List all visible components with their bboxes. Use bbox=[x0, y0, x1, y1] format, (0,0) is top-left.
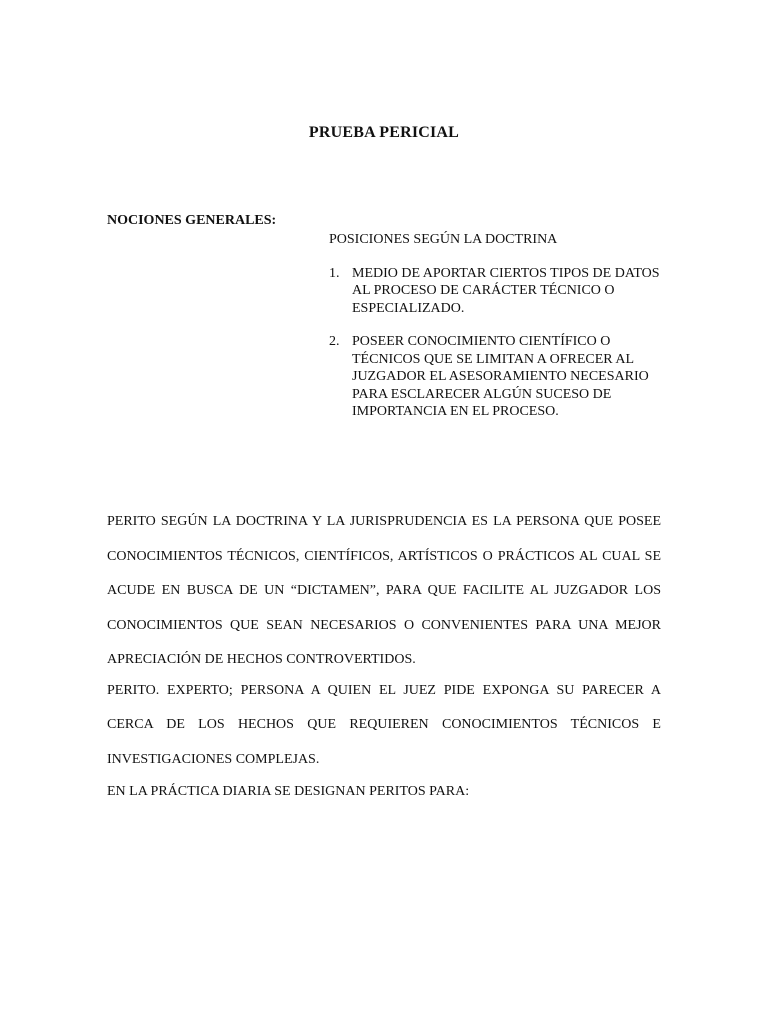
list-item-text: MEDIO DE APORTAR CIERTOS TIPOS DE DATOS AL PROCESO DE CARÁCTER TÉCNICO O ESPECIALIZADO. bbox=[352, 265, 660, 316]
paragraph-perito-definition: PERITO SEGÚN LA DOCTRINA Y LA JURISPRUDENCIA ES LA PERSONA QUE POSEE CONOCIMIENTOS TÉCNICOS, CIENTÍFICOS, ARTÍSTICOS O PRÁCTICOS AL CUAL SE ACUDE EN BUSCA DE UN “DICTAMEN”, PARA QUE FACILITE AL JUZGADOR LOS CONOCIMIENTOS QUE SEAN NECESARIOS O CONVENIENTES PARA UNA MEJOR APRECIACIÓN DE HECHOS CONTROVERTIDOS. bbox=[107, 514, 661, 667]
list-item-number: 2. bbox=[329, 334, 340, 349]
section-label: NOCIONES GENERALES: bbox=[107, 213, 277, 228]
document-title: PRUEBA PERICIAL bbox=[308, 124, 460, 141]
positions-heading: POSICIONES SEGÚN LA DOCTRINA bbox=[329, 232, 558, 247]
positions-list bbox=[329, 265, 669, 421]
positions-block bbox=[329, 231, 669, 437]
paragraph-perito-experto: PERITO. EXPERTO; PERSONA A QUIEN EL JUEZ PIDE EXPONGA SU PARECER A CERCA DE LOS HECHOS QUE REQUIEREN CONOCIMIENTOS TÉCNICOS E INVESTIGACIONES COMPLEJAS. bbox=[107, 682, 661, 767]
paragraph-practica-diaria: EN LA PRÁCTICA DIARIA SE DESIGNAN PERITOS PARA: bbox=[107, 784, 470, 799]
list-item-text: POSEER CONOCIMIENTO CIENTÍFICO O TÉCNICOS QUE SE LIMITAN A OFRECER AL JUZGADOR EL ASESORAMIENTO NECESARIO PARA ESCLARECER ALGÚN SUCESO DE IMPORTANCIA EN EL PROCESO. bbox=[352, 334, 649, 419]
list-item-number: 1. bbox=[329, 265, 340, 281]
body-text bbox=[107, 505, 661, 803]
list-item bbox=[329, 333, 669, 421]
list-item bbox=[329, 265, 669, 318]
